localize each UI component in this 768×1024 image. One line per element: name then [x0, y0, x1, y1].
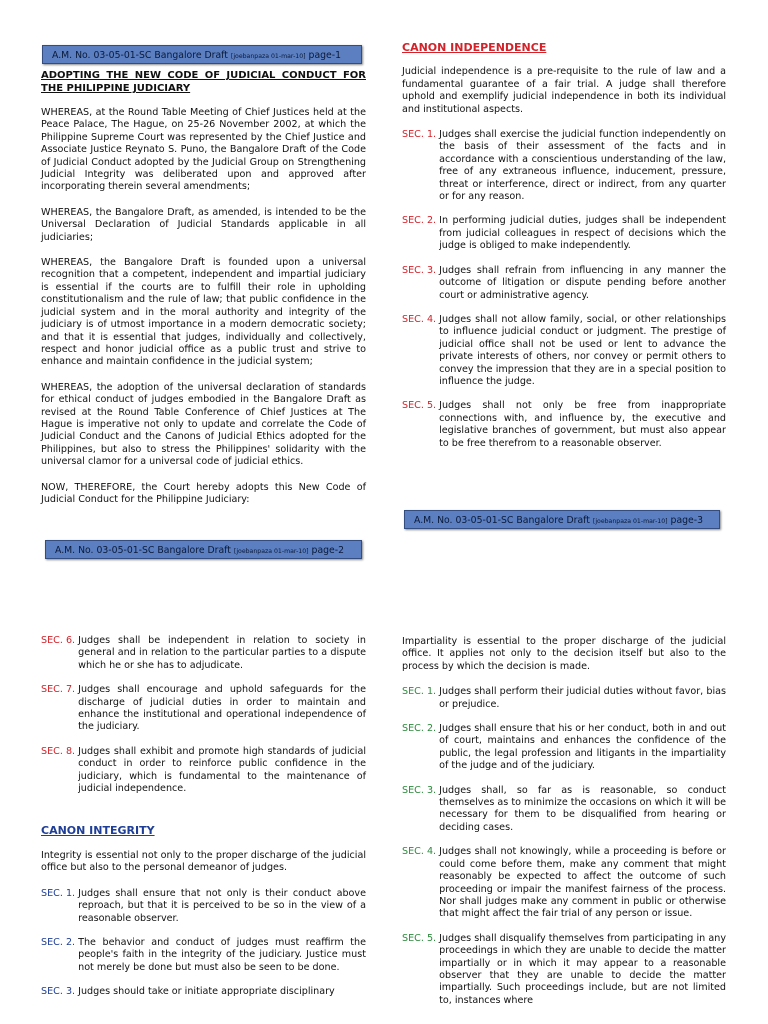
section-item: SEC. 7. Judges shall encourage and uphold safeguards for the discharge of judicial duties in order to maintain and enhance the institutional and operational independence of the judiciary. [41, 684, 366, 733]
page-label-2: A.M. No. 03-05-01-SC Bangalore Draft [joebanpaza 01-mar-10] page-2 [45, 540, 362, 559]
section-item: SEC. 1. Judges shall perform their judicial duties without favor, bias or prejudice. [402, 686, 726, 710]
whereas-paragraph-2: WHEREAS, the Bangalore Draft, as amended, is intended to be the Universal Declaration of Judicial Standards applicable in all judiciaries; [41, 206, 366, 243]
section-item: SEC. 3. Judges should take or initiate appropriate disciplinary [41, 986, 335, 998]
whereas-paragraph-1: WHEREAS, at the Round Table Meeting of Chief Justices held at the Peace Palace, The Hague, on 25-26 November 2002, at which the Philippine Supreme Court was represented by the Chief Justice and Associate Justice Reynato S. Puno, the Bangalore Draft of the Code of Judicial Conduct adopted by the Judicial Group on Strengthening Judicial Integrity was deliberated upon and approved after incorporating therein several amendments; [41, 107, 366, 193]
section-item: SEC. 3. Judges shall, so far as is reasonable, so conduct themselves as to minimize the occasions on which it will be necessary for them to be disqualified from hearing or deciding cases. [402, 784, 726, 833]
canon-independence-intro: Judicial independence is a pre-requisite to the rule of law and a fundamental guarantee of a fair trial. A judge shall therefore uphold and exemplify judicial independence in both its individual and institutional aspects. [402, 66, 726, 115]
document-title: ADOPTING THE NEW CODE OF JUDICIAL CONDUCT FOR THE PHILIPPINE JUDICIARY [41, 70, 366, 94]
whereas-paragraph-3: WHEREAS, the Bangalore Draft is founded upon a universal recognition that a competent, independent and impartial judiciary is essential if the courts are to fulfill their role in upholding constitutionalism and the rule of law; that public confidence in the judicial system and in the moral authority and integrity of the judiciary is of utmost importance in a modern democratic society; and that it is essential that judges, individually and collectively, respect and honor judicial office as a public trust and strive to enhance and maintain confidence in the judicial system; [41, 257, 366, 368]
section-item: SEC. 2. The behavior and conduct of judges must reaffirm the people's faith in the integrity of the judiciary. Justice must not merely be done but must also be seen to be done. [41, 936, 366, 973]
impartiality-intro: Impartiality is essential to the proper discharge of the judicial office. It applies not only to the decision itself but also to the process by which the decision is made. [402, 636, 726, 672]
therefore-paragraph: NOW, THEREFORE, the Court hereby adopts this New Code of Judicial Conduct for the Philippine Judiciary: [41, 481, 366, 505]
section-item: SEC. 2. Judges shall ensure that his or her conduct, both in and out of court, maintains and enhances the confidence of the public, the legal profession and litigants in the impartiality of the judge and of the judiciary. [402, 723, 726, 772]
section-item: SEC. 5. Judges shall not only be free from inappropriate connections with, and influence by, the executive and legislative branches of government, but must also appear to be free therefrom to a reasonable observer. [402, 400, 726, 449]
canon-integrity-intro: Integrity is essential not only to the proper discharge of the judicial office but also to the personal demeanor of judges. [41, 849, 366, 874]
page3-column [41, 635, 366, 1011]
section-item: SEC. 1. Judges shall ensure that not only is their conduct above reproach, but that it is perceived to be so in the view of a reasonable observer. [41, 887, 366, 924]
page1-column [41, 69, 366, 519]
page-label-1: A.M. No. 03-05-01-SC Bangalore Draft [joebanpaza 01-mar-10] page-1 [42, 45, 362, 64]
section-item: SEC. 4. Judges shall not allow family, social, or other relationships to influence judicial conduct or judgment. The prestige of judicial office shall not be used or lent to advance the private interests of others, nor convey or permit others to convey the impression that they are in a special position to influence the judge. [402, 313, 726, 387]
section-item: SEC. 3. Judges shall refrain from influencing in any manner the outcome of litigation or dispute pending before another court or administrative agency. [402, 264, 726, 301]
section-item: SEC. 8. Judges shall exhibit and promote high standards of judicial conduct in order to reinforce public confidence in the judiciary, which is fundamental to the maintenance of judicial independence. [41, 745, 366, 795]
section-item: SEC. 2. In performing judicial duties, judges shall be independent from judicial colleagues in respect of decisions which the judge is obliged to make independently. [402, 215, 726, 252]
whereas-paragraph-4: WHEREAS, the adoption of the universal declaration of standards for ethical conduct of judges embodied in the Bangalore Draft as revised at the Round Table Conference of Chief Justices at The Hague is imperative not only to update and correlate the Code of Judicial Conduct and the Canons of Judicial Ethics adopted for the Philippines, but also to stress the Philippines' solidarity with the universal clamor for a universal code of judicial ethics. [41, 381, 366, 468]
section-item: SEC. 5. Judges shall disqualify themselves from participating in any proceedings in which they are unable to decide the matter impartially or in which it may appear to a reasonable observer that they are unable to decide the matter impartially. Such proceedings include, but are not limited to, instances where [402, 932, 726, 1006]
page-label-3: A.M. No. 03-05-01-SC Bangalore Draft [joebanpaza 01-mar-10] page-3 [404, 510, 720, 529]
section-item: SEC. 4. Judges shall not knowingly, while a proceeding is before or could come before them, make any comment that might reasonably be expected to affect the outcome of such proceeding or impair the manifest fairness of the process. Nor shall judges make any comment in public or otherwise that might affect the fair trial of any person or issue. [402, 846, 726, 920]
canon-integrity-heading: CANON INTEGRITY [41, 824, 155, 838]
page2-column [402, 42, 726, 462]
section-item: SEC. 6. Judges shall be independent in relation to society in general and in relation to the particular parties to a dispute which he or she has to adjudicate. [41, 635, 366, 671]
page4-column [402, 636, 726, 1019]
canon-independence-heading: CANON INDEPENDENCE [402, 41, 547, 54]
section-item: SEC. 1. Judges shall exercise the judicial function independently on the basis of their assessment of the facts and in accordance with a conscientious understanding of the law, free of any extraneous influence, inducement, pressure, threat or interference, direct or indirect, from any quarter or for any reason. [402, 129, 726, 203]
